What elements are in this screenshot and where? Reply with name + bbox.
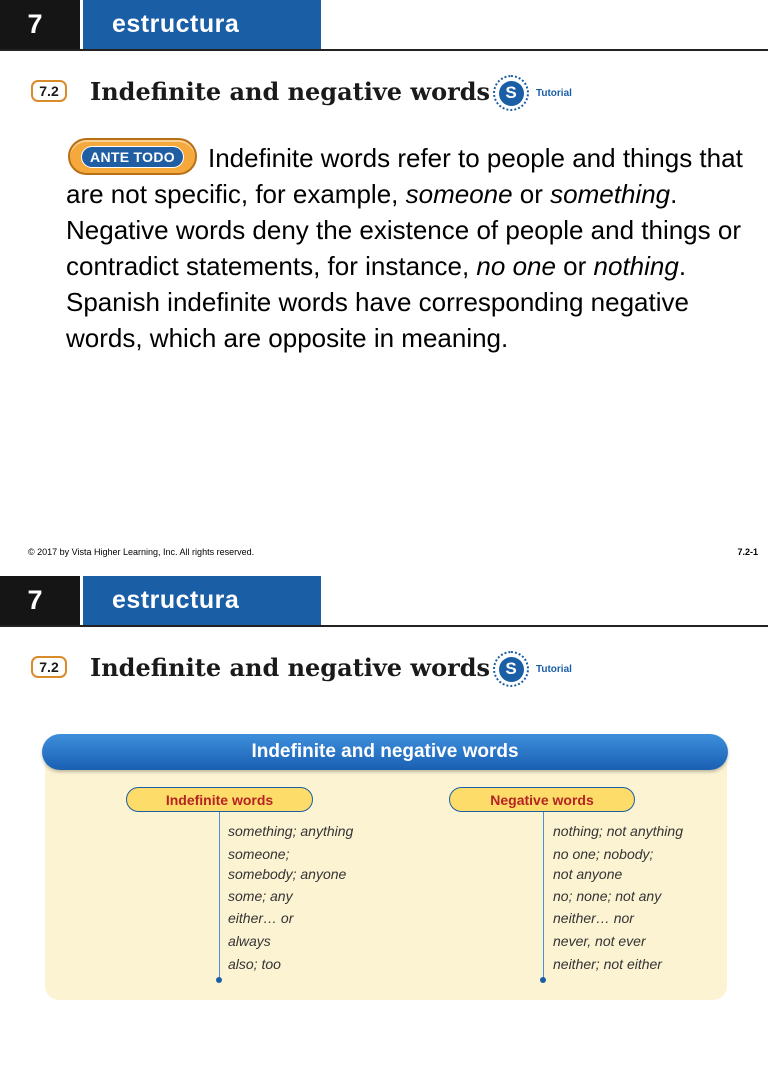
header-divider — [0, 49, 768, 51]
negative-gloss: never, not ever — [553, 933, 646, 949]
tutorial-label: Tutorial — [536, 87, 572, 99]
tutorial-badge: S — [499, 657, 524, 682]
negative-gloss: neither… nor — [553, 910, 634, 926]
tutorial-icon — [493, 75, 529, 111]
chapter-number: 7 — [0, 576, 80, 625]
section-bar: estructura — [83, 576, 321, 625]
footer-copyright: © 2017 by Vista Higher Learning, Inc. All rights reserved. — [28, 547, 255, 557]
negative-gloss: nothing; not anything — [553, 823, 683, 839]
indefinite-gloss: some; any — [228, 888, 293, 904]
negative-gloss: no; none; not any — [553, 888, 662, 904]
body-text-5: . Spanish indefinite words have corresponding negative words, which are opposite in meaning. — [66, 251, 689, 353]
negative-connector-line — [543, 812, 544, 980]
tutorial-link[interactable] — [493, 73, 572, 113]
ante-todo-badge — [68, 138, 197, 175]
indefinite-gloss: something; anything — [228, 823, 354, 839]
indefinite-gloss: someone; — [228, 846, 290, 862]
tutorial-icon — [493, 651, 529, 687]
tutorial-badge: S — [499, 81, 524, 106]
negative-words-header: Negative words — [449, 787, 635, 812]
section-number-badge: 7.2 — [31, 80, 67, 102]
indefinite-words-header: Indefinite words — [126, 787, 313, 812]
body-text-1: Indefinite words refer to people and things that are not specific, for example, — [66, 143, 743, 209]
body-text-2: or — [512, 179, 551, 209]
indefinite-connector-line — [219, 812, 220, 980]
indefinite-gloss: also; too — [228, 956, 281, 972]
slide-2 — [0, 576, 768, 1088]
indefinite-gloss-continued: somebody; anyone — [228, 866, 347, 882]
negative-gloss-continued: not anyone — [553, 866, 623, 882]
tutorial-label: Tutorial — [536, 663, 572, 675]
indefinite-gloss: always — [228, 933, 271, 949]
ante-todo-label: ANTE TODO — [82, 147, 183, 167]
section-title: Indefinite and negative words — [90, 653, 491, 682]
negative-connector-dot — [540, 977, 546, 983]
section-title: Indefinite and negative words — [90, 77, 491, 106]
body-emphasis-3: no one — [476, 251, 556, 281]
section-number-badge: 7.2 — [31, 656, 67, 678]
indefinite-connector-dot — [216, 977, 222, 983]
footer-page-number: 7.2-1 — [737, 547, 758, 557]
header-divider — [0, 625, 768, 627]
negative-gloss: neither; not either — [553, 956, 662, 972]
section-bar: estructura — [83, 0, 321, 49]
body-emphasis-4: nothing — [593, 251, 679, 281]
tutorial-link[interactable] — [493, 649, 572, 689]
chapter-number: 7 — [0, 0, 80, 49]
vocabulary-panel-title: Indefinite and negative words — [42, 734, 728, 770]
body-emphasis-2: something — [550, 179, 671, 209]
negative-gloss: no one; nobody; — [553, 846, 654, 862]
indefinite-gloss: either… or — [228, 910, 294, 926]
body-text-4: or — [555, 251, 594, 281]
body-emphasis-1: someone — [405, 179, 513, 209]
body-text-3: . Negative words deny the existence of people and things or contradict statements, for instance, — [66, 179, 741, 281]
